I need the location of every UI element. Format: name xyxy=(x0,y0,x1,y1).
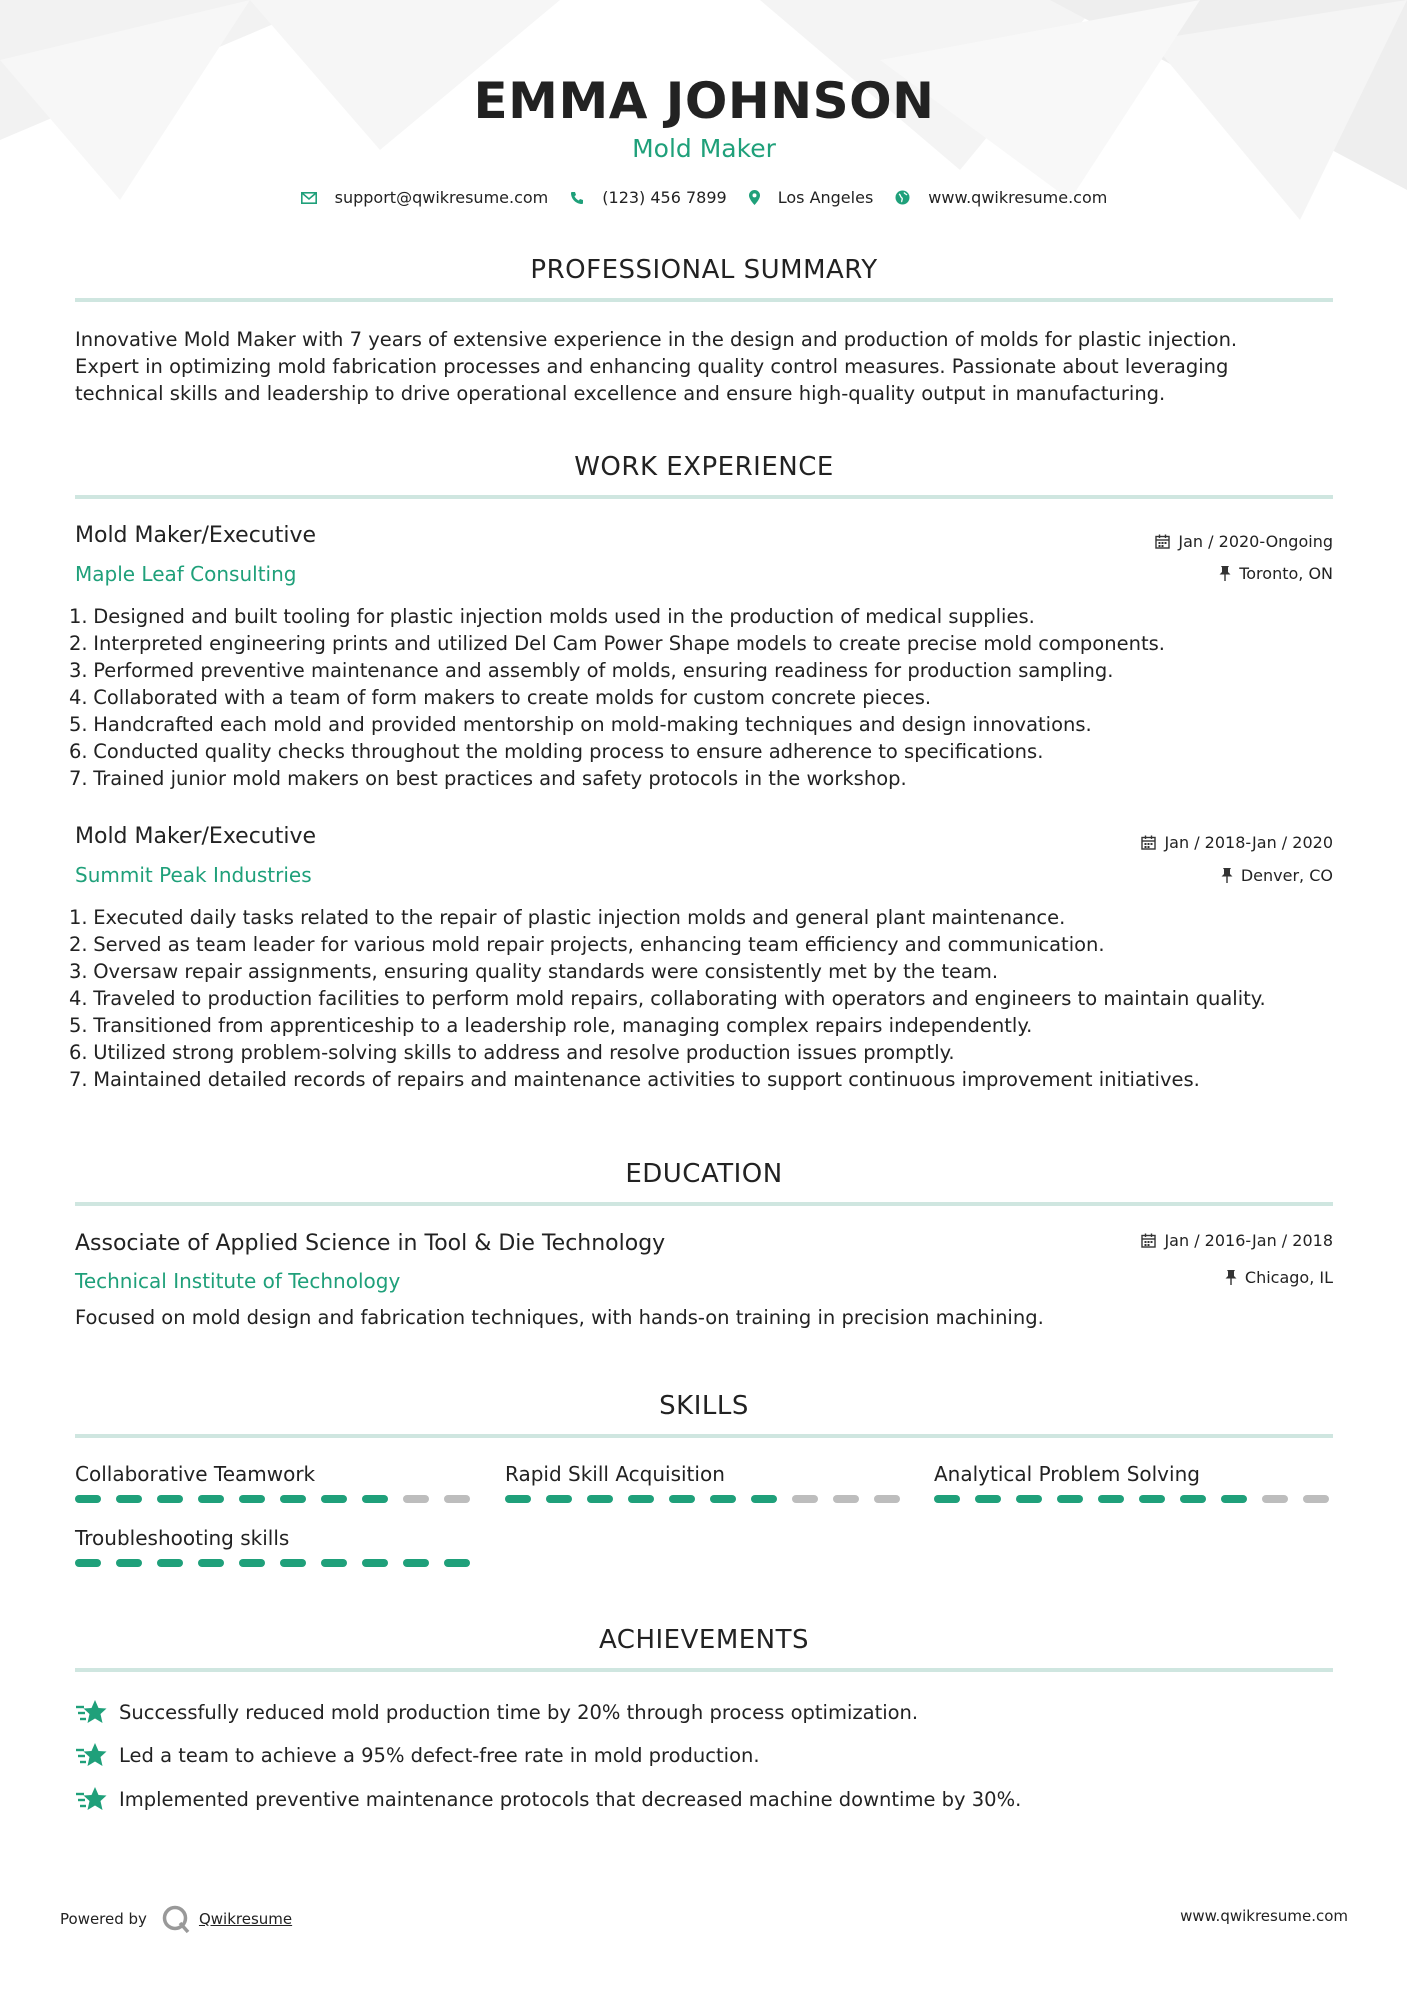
summary-text xyxy=(75,326,1333,407)
education-location-text: Chicago, IL xyxy=(1244,1268,1333,1287)
list-item: 1. Designed and built tooling for plastic injection molds used in the production of medical supplies. xyxy=(69,605,1035,628)
calendar-icon xyxy=(1141,1233,1156,1248)
list-item: 1. Executed daily tasks related to the repair of plastic injection molds and general plant maintenance. xyxy=(69,906,1066,929)
skill-level-segment-filled xyxy=(362,1495,388,1503)
skill-level-bar xyxy=(934,1495,1334,1503)
job-location-text: Denver, CO xyxy=(1240,866,1333,885)
contact-phone-text: (123) 456 7899 xyxy=(602,188,727,207)
job-dates-text: Jan / 2018-Jan / 2020 xyxy=(1164,833,1333,852)
skill-level-segment-filled xyxy=(75,1559,101,1567)
school-name: Technical Institute of Technology xyxy=(75,1269,401,1293)
calendar-icon xyxy=(1155,534,1170,549)
job-location xyxy=(1221,866,1333,885)
skill-level-segment-filled xyxy=(628,1495,654,1503)
skill-level-segment-filled xyxy=(934,1495,960,1503)
footer-website-link[interactable]: www.qwikresume.com xyxy=(1180,1907,1348,1925)
contact-bar xyxy=(75,188,1333,207)
list-item: 4. Collaborated with a team of form makers to create molds for custom concrete pieces. xyxy=(69,686,932,709)
job-location-text: Toronto, ON xyxy=(1239,564,1333,583)
skill-level-segment-filled xyxy=(546,1495,572,1503)
candidate-name: EMMA JOHNSON xyxy=(473,72,935,130)
skill-item xyxy=(75,1526,475,1567)
skill-level-segment-empty xyxy=(403,1495,429,1503)
education-dates-text: Jan / 2016-Jan / 2018 xyxy=(1164,1231,1333,1250)
skill-name: Troubleshooting skills xyxy=(75,1526,290,1550)
skill-level-segment-filled xyxy=(280,1495,306,1503)
skill-level-bar xyxy=(75,1559,475,1567)
qwikresume-link[interactable]: Qwikresume xyxy=(198,1910,293,1928)
section-divider xyxy=(75,495,1333,499)
skill-level-segment-filled xyxy=(198,1559,224,1567)
skill-level-segment-filled xyxy=(157,1559,183,1567)
section-title-education: EDUCATION xyxy=(625,1159,783,1189)
job-company: Summit Peak Industries xyxy=(75,863,312,887)
skill-level-segment-empty xyxy=(1262,1495,1288,1503)
job-dates-text: Jan / 2020-Ongoing xyxy=(1178,532,1333,551)
calendar-icon xyxy=(1141,835,1156,850)
list-item: 3. Performed preventive maintenance and assembly of molds, ensuring readiness for production sampling. xyxy=(69,659,1114,682)
section-title-achievements: ACHIEVEMENTS xyxy=(598,1625,810,1655)
achievement-item xyxy=(75,1785,1021,1813)
qwikresume-logo-icon xyxy=(161,1904,191,1934)
skill-level-segment-filled xyxy=(403,1559,429,1567)
envelope-icon xyxy=(301,192,317,204)
achievement-text: Implemented preventive maintenance protocols that decreased machine downtime by 30%. xyxy=(119,1787,1022,1811)
education-location xyxy=(1225,1268,1333,1287)
contact-email[interactable] xyxy=(301,188,549,207)
job-title: Mold Maker/Executive xyxy=(75,824,317,849)
skill-name: Analytical Problem Solving xyxy=(934,1462,1200,1486)
pushpin-icon xyxy=(1221,868,1233,883)
degree-title: Associate of Applied Science in Tool & Die Technology xyxy=(75,1231,666,1256)
contact-website[interactable] xyxy=(895,188,1107,207)
skill-level-segment-filled xyxy=(669,1495,695,1503)
star-icon xyxy=(75,1698,107,1726)
contact-location xyxy=(749,188,874,207)
skill-level-segment-filled xyxy=(116,1559,142,1567)
skill-level-segment-filled xyxy=(321,1559,347,1567)
skill-level-segment-filled xyxy=(1016,1495,1042,1503)
achievement-item xyxy=(75,1741,760,1769)
list-item: 7. Maintained detailed records of repairs and maintenance activities to support continuous improvement initiatives. xyxy=(69,1068,1200,1091)
skill-name: Rapid Skill Acquisition xyxy=(505,1462,725,1486)
skill-level-segment-empty xyxy=(874,1495,900,1503)
skill-item xyxy=(75,1462,475,1503)
skill-level-segment-filled xyxy=(975,1495,1001,1503)
skill-level-segment-filled xyxy=(198,1495,224,1503)
skill-level-segment-empty xyxy=(833,1495,859,1503)
skill-item xyxy=(505,1462,905,1503)
job-dates xyxy=(1155,532,1333,551)
education-dates xyxy=(1141,1231,1333,1250)
globe-icon xyxy=(895,190,910,205)
phone-icon xyxy=(570,191,584,205)
section-divider xyxy=(75,1668,1333,1672)
summary-line: technical skills and leadership to drive operational excellence and ensure high-quality output in manufacturing. xyxy=(75,382,1166,405)
job-dates xyxy=(1141,833,1333,852)
skill-level-segment-filled xyxy=(239,1495,265,1503)
section-divider xyxy=(75,298,1333,302)
skill-level-segment-filled xyxy=(239,1559,265,1567)
section-title-experience: WORK EXPERIENCE xyxy=(574,452,834,482)
list-item: 5. Handcrafted each mold and provided mentorship on mold-making techniques and design innovations. xyxy=(69,713,1092,736)
skill-level-bar xyxy=(75,1495,475,1503)
list-item: 6. Utilized strong problem-solving skills to address and resolve production issues promptly. xyxy=(69,1041,955,1064)
achievement-item xyxy=(75,1698,918,1726)
skill-level-segment-empty xyxy=(444,1495,470,1503)
skill-level-segment-filled xyxy=(1098,1495,1124,1503)
skill-level-segment-filled xyxy=(1180,1495,1206,1503)
skill-level-segment-filled xyxy=(116,1495,142,1503)
skill-name: Collaborative Teamwork xyxy=(75,1462,316,1486)
skill-level-segment-filled xyxy=(280,1559,306,1567)
skill-level-segment-filled xyxy=(1057,1495,1083,1503)
achievement-text: Successfully reduced mold production time by 20% through process optimization. xyxy=(119,1700,919,1724)
education-description: Focused on mold design and fabrication techniques, with hands-on training in precision machining. xyxy=(75,1306,1044,1329)
star-icon xyxy=(75,1741,107,1769)
job-duties-list xyxy=(69,603,1345,792)
list-item: 5. Transitioned from apprenticeship to a leadership role, managing complex repairs independently. xyxy=(69,1014,1033,1037)
skill-level-segment-filled xyxy=(362,1559,388,1567)
list-item: 3. Oversaw repair assignments, ensuring quality standards were consistently met by the team. xyxy=(69,960,999,983)
skill-level-segment-filled xyxy=(444,1559,470,1567)
skill-item xyxy=(934,1462,1334,1503)
job-duties-list xyxy=(69,904,1345,1093)
contact-location-text: Los Angeles xyxy=(777,188,874,207)
skill-level-segment-filled xyxy=(1139,1495,1165,1503)
contact-phone[interactable] xyxy=(570,188,726,207)
job-location xyxy=(1219,564,1333,583)
list-item: 2. Served as team leader for various mold repair projects, enhancing team efficiency and communication. xyxy=(69,933,1105,956)
star-icon xyxy=(75,1785,107,1813)
header-background-decoration xyxy=(0,0,1407,260)
job-title: Mold Maker/Executive xyxy=(75,523,317,548)
list-item: 4. Traveled to production facilities to perform mold repairs, collaborating with operators and engineers to maintain quality. xyxy=(69,987,1266,1010)
list-item: 6. Conducted quality checks throughout the molding process to ensure adherence to specifications. xyxy=(69,740,1044,763)
skill-level-segment-filled xyxy=(157,1495,183,1503)
skill-level-segment-filled xyxy=(710,1495,736,1503)
skill-level-segment-filled xyxy=(75,1495,101,1503)
powered-by-label: Powered by xyxy=(60,1910,147,1928)
contact-email-text: support@qwikresume.com xyxy=(334,188,549,207)
list-item: 2. Interpreted engineering prints and utilized Del Cam Power Shape models to create precise mold components. xyxy=(69,632,1165,655)
job-company: Maple Leaf Consulting xyxy=(75,562,297,586)
section-divider xyxy=(75,1202,1333,1206)
skill-level-segment-filled xyxy=(751,1495,777,1503)
footer-powered-by xyxy=(60,1904,292,1934)
achievement-text: Led a team to achieve a 95% defect-free rate in mold production. xyxy=(119,1743,760,1767)
contact-website-text: www.qwikresume.com xyxy=(928,188,1108,207)
skill-level-segment-empty xyxy=(792,1495,818,1503)
skill-level-segment-filled xyxy=(1221,1495,1247,1503)
skill-level-bar xyxy=(505,1495,905,1503)
skill-level-segment-empty xyxy=(1303,1495,1329,1503)
pushpin-icon xyxy=(1219,566,1231,581)
section-title-summary: PROFESSIONAL SUMMARY xyxy=(530,255,878,285)
map-marker-icon xyxy=(749,190,760,205)
candidate-role: Mold Maker xyxy=(632,134,776,163)
section-title-skills: SKILLS xyxy=(659,1391,749,1421)
summary-line: Expert in optimizing mold fabrication processes and enhancing quality control measures. Passionate about leveraging xyxy=(75,355,1229,378)
skill-level-segment-filled xyxy=(505,1495,531,1503)
pushpin-icon xyxy=(1225,1270,1237,1285)
skill-level-segment-filled xyxy=(587,1495,613,1503)
list-item: 7. Trained junior mold makers on best practices and safety protocols in the workshop. xyxy=(69,767,907,790)
section-divider xyxy=(75,1434,1333,1438)
summary-line: Innovative Mold Maker with 7 years of extensive experience in the design and production of molds for plastic injection. xyxy=(75,328,1238,351)
skill-level-segment-filled xyxy=(321,1495,347,1503)
